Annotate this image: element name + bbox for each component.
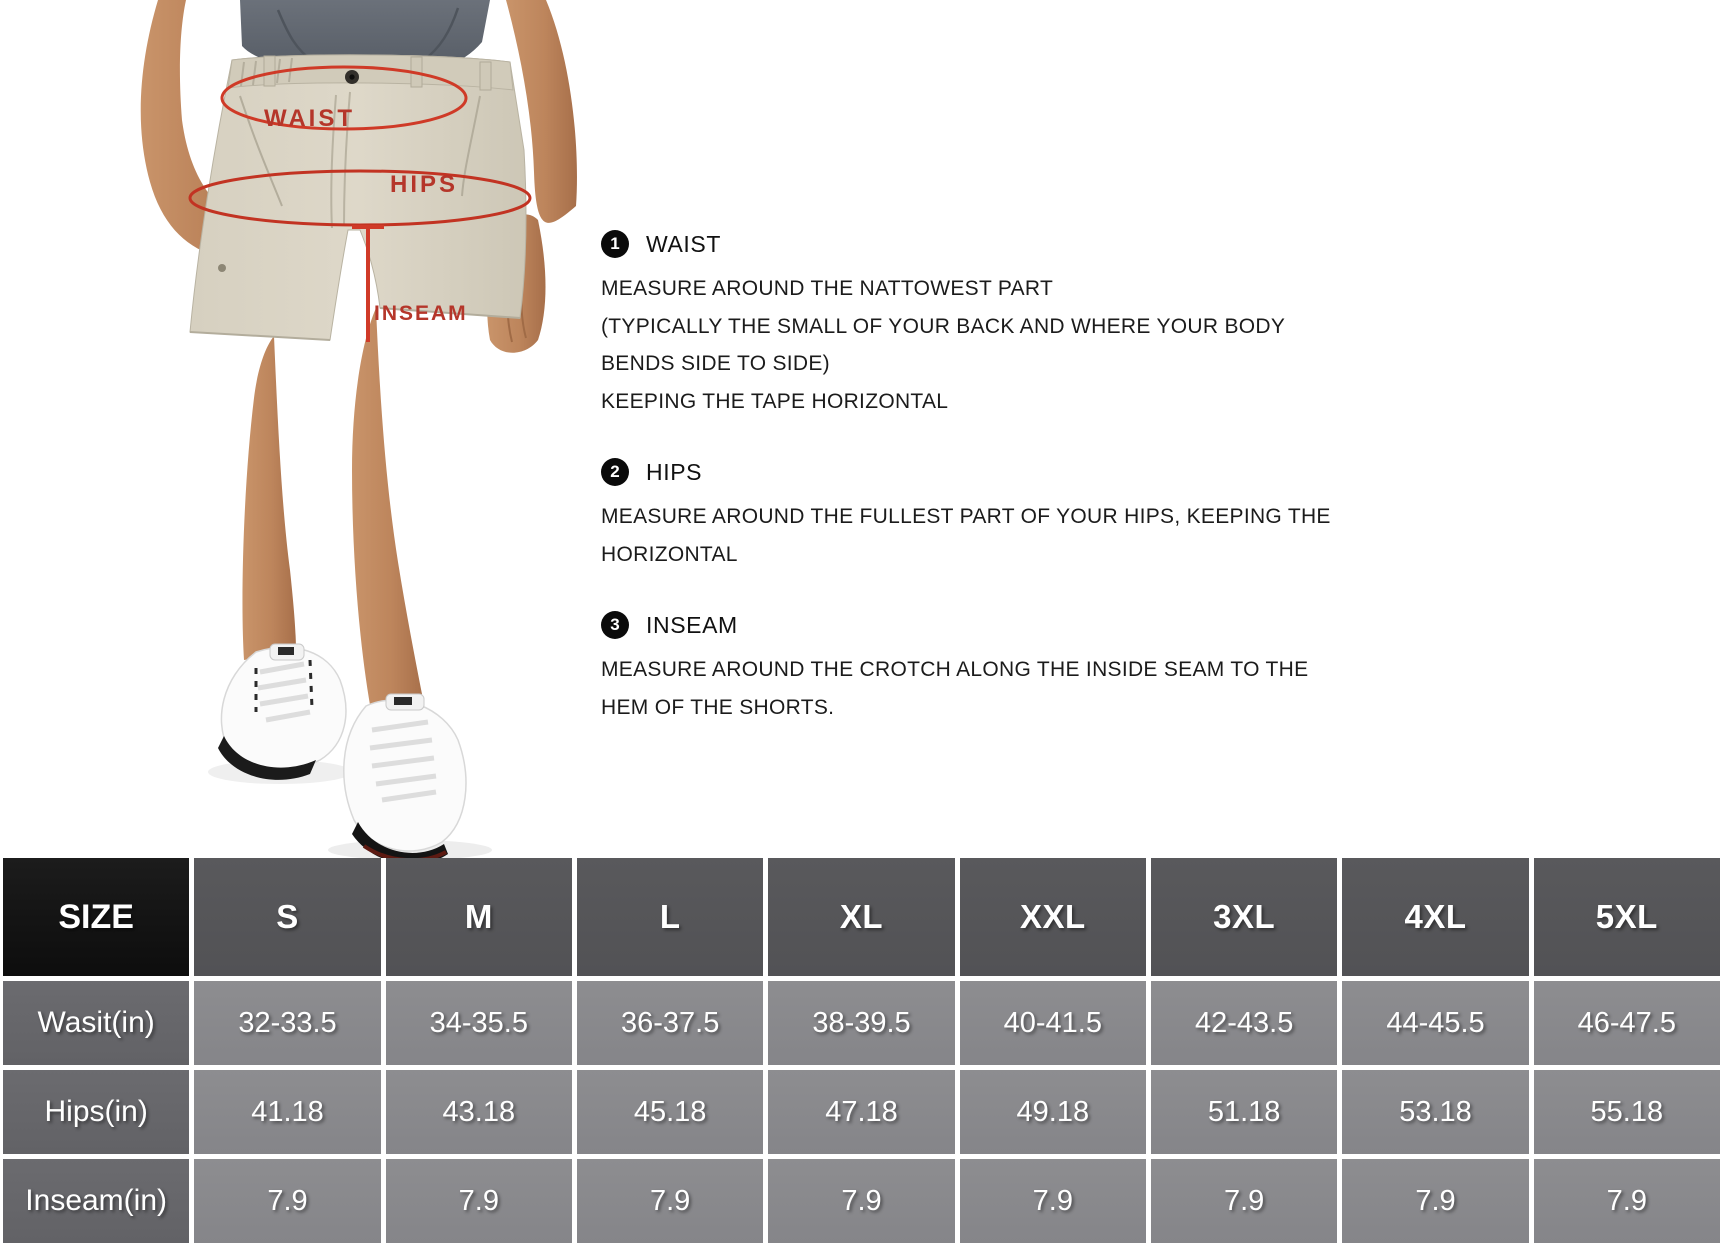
belt-loop: [480, 62, 491, 90]
model-figure-svg: [128, 0, 600, 860]
header-cell: L: [577, 858, 763, 976]
value-cell: 7.9: [577, 1159, 763, 1243]
instruction-heading: [601, 228, 1421, 260]
belt-loop: [264, 56, 275, 86]
instruction-heading: [601, 456, 1421, 488]
row-label-cell: Wasit(in): [3, 981, 189, 1065]
inseam-figure-label: INSEAM: [374, 302, 468, 325]
button-center: [349, 74, 354, 79]
instruction-line: (TYPICALLY THE SMALL OF YOUR BACK AND WHERE YOUR BODY: [601, 314, 1286, 338]
value-cell: 34-35.5: [386, 981, 572, 1065]
header-cell: 5XL: [1534, 858, 1720, 976]
measuring-instructions: [601, 228, 1421, 762]
model-photo: [128, 0, 600, 860]
value-cell: 7.9: [768, 1159, 954, 1243]
instruction-line: HORIZONTAL: [601, 542, 738, 566]
value-cell: 42-43.5: [1151, 981, 1337, 1065]
value-cell: 41.18: [194, 1070, 380, 1154]
left-leg: [242, 336, 296, 660]
header-cell: S: [194, 858, 380, 976]
zipper-pull: [218, 264, 226, 272]
instruction-title: WAIST: [646, 230, 721, 257]
value-cell: 47.18: [768, 1070, 954, 1154]
row-label-cell: Hips(in): [3, 1070, 189, 1154]
value-cell: 7.9: [1342, 1159, 1528, 1243]
header-cell: XXL: [960, 858, 1146, 976]
instruction-line: HEM OF THE SHORTS.: [601, 695, 835, 719]
header-cell: 3XL: [1151, 858, 1337, 976]
instruction-inseam: [601, 609, 1421, 726]
row-label-cell: Inseam(in): [3, 1159, 189, 1243]
instruction-waist: [601, 228, 1421, 420]
value-cell: 40-41.5: [960, 981, 1146, 1065]
instruction-line: MEASURE AROUND THE CROTCH ALONG THE INSIDE SEAM TO THE: [601, 658, 1309, 681]
value-cell: 49.18: [960, 1070, 1146, 1154]
instruction-line: MEASURE AROUND THE NATTOWEST PART: [601, 277, 1054, 300]
number-badge-1: 1: [601, 230, 629, 258]
size-table: [3, 858, 1720, 1243]
value-cell: 7.9: [386, 1159, 572, 1243]
value-cell: 7.9: [960, 1159, 1146, 1243]
value-cell: 46-47.5: [1534, 981, 1720, 1065]
right-shoe-tab: [394, 697, 412, 705]
value-cell: 44-45.5: [1342, 981, 1528, 1065]
right-shoe: [344, 694, 466, 860]
hips-figure-label: HIPS: [390, 171, 459, 198]
value-cell: 7.9: [194, 1159, 380, 1243]
instruction-line: MEASURE AROUND THE FULLEST PART OF YOUR HIPS, KEEPING THE: [601, 505, 1331, 528]
header-cell: 4XL: [1342, 858, 1528, 976]
instruction-line: KEEPING THE TAPE HORIZONTAL: [601, 389, 949, 413]
waist-figure-label: WAIST: [264, 105, 355, 132]
value-cell: 55.18: [1534, 1070, 1720, 1154]
value-cell: 7.9: [1151, 1159, 1337, 1243]
instruction-heading: [601, 609, 1421, 641]
left-shoe: [218, 644, 346, 780]
value-cell: 38-39.5: [768, 981, 954, 1065]
instruction-title: INSEAM: [646, 611, 738, 638]
left-shoe-tab: [278, 647, 294, 655]
header-cell: M: [386, 858, 572, 976]
number-badge-2: 2: [601, 458, 629, 486]
instruction-line: BENDS SIDE TO SIDE): [601, 352, 830, 375]
header-cell-size: SIZE: [3, 858, 189, 976]
instruction-hips: [601, 456, 1421, 573]
value-cell: 51.18: [1151, 1070, 1337, 1154]
value-cell: 43.18: [386, 1070, 572, 1154]
right-leg: [352, 308, 424, 716]
value-cell: 45.18: [577, 1070, 763, 1154]
number-badge-3: 3: [601, 611, 629, 639]
header-cell: XL: [768, 858, 954, 976]
value-cell: 36-37.5: [577, 981, 763, 1065]
value-cell: 7.9: [1534, 1159, 1720, 1243]
value-cell: 53.18: [1342, 1070, 1528, 1154]
value-cell: 32-33.5: [194, 981, 380, 1065]
instruction-title: HIPS: [646, 458, 703, 485]
